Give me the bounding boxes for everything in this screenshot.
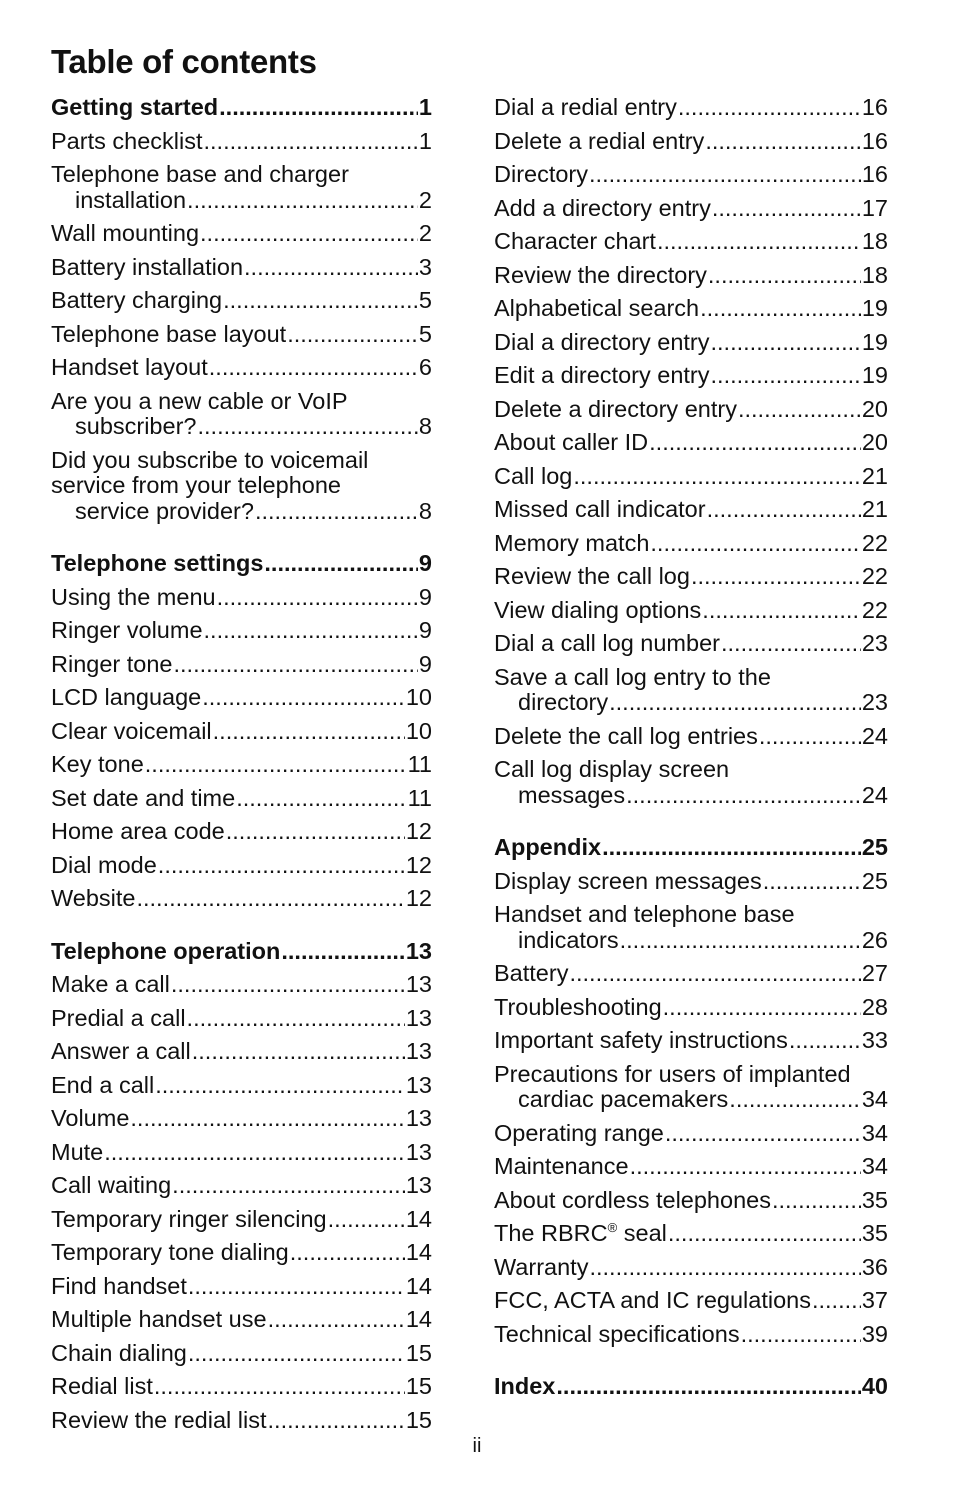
toc-page-number: 26 — [861, 927, 888, 953]
toc-entry-label: Dial a call log number — [494, 631, 720, 656]
toc-page-number: 9 — [418, 618, 432, 643]
toc-entry-label: Answer a call — [51, 1039, 191, 1064]
toc-page-number: 16 — [861, 162, 888, 187]
toc-entry-label: Alphabetical search — [494, 296, 700, 321]
toc-entry[interactable] — [51, 652, 432, 678]
toc-entry[interactable] — [494, 330, 888, 356]
toc-page-number: 19 — [861, 296, 888, 321]
toc-entry-label: Key tone — [51, 752, 144, 777]
toc-page-number: 9 — [418, 651, 432, 677]
toc-page-number: 13 — [405, 972, 432, 997]
toc-page-number: 1 — [418, 95, 432, 120]
toc-page-number: 34 — [861, 1087, 888, 1112]
dot-leader — [255, 499, 418, 525]
dot-leader — [738, 397, 861, 423]
dot-leader — [244, 255, 418, 281]
toc-entry-label: Troubleshooting — [494, 994, 662, 1020]
toc-page-number: 34 — [861, 1154, 888, 1179]
toc-page-number: 5 — [418, 288, 432, 313]
registered-mark: ® — [607, 1221, 618, 1235]
toc-entry[interactable] — [51, 1039, 432, 1065]
dot-leader — [705, 129, 861, 155]
toc-entry[interactable] — [51, 618, 432, 644]
dot-leader — [665, 1121, 861, 1147]
toc-right-column — [494, 93, 888, 1400]
dot-leader — [226, 819, 405, 845]
toc-entry[interactable] — [51, 389, 432, 440]
toc-entry[interactable] — [51, 786, 432, 812]
dot-leader — [650, 531, 860, 557]
toc-entry-label: Redial list — [51, 1374, 153, 1399]
toc-entry[interactable] — [494, 95, 888, 121]
toc-entry-label: Multiple handset use — [51, 1307, 267, 1332]
toc-entry-label: Delete a redial entry — [494, 128, 705, 154]
toc-entry[interactable] — [51, 322, 432, 348]
toc-entry-label: installation — [75, 187, 187, 213]
toc-entry-label: Wall mounting — [51, 221, 200, 246]
toc-entry[interactable] — [51, 886, 432, 912]
toc-page-number: 9 — [418, 551, 432, 576]
toc-page-number: 13 — [405, 1106, 432, 1131]
dot-leader — [702, 598, 861, 624]
dot-leader — [620, 928, 861, 954]
toc-entry[interactable] — [494, 564, 888, 590]
toc-page-number: 22 — [861, 597, 888, 623]
dot-leader — [281, 939, 405, 965]
dot-leader — [197, 414, 417, 440]
toc-page-number: 20 — [861, 430, 888, 455]
dot-leader — [217, 585, 418, 611]
toc-entry[interactable] — [51, 685, 432, 711]
toc-page-number: 27 — [861, 961, 888, 986]
toc-entry-label: Important safety instructions — [494, 1028, 788, 1053]
toc-page-number: 35 — [861, 1187, 888, 1213]
toc-entry[interactable] — [494, 724, 888, 750]
dot-leader — [589, 162, 861, 188]
toc-entry-label: Directory — [494, 162, 589, 187]
toc-section-getting-started[interactable] — [51, 95, 432, 121]
toc-entry[interactable] — [51, 819, 432, 845]
dot-leader — [188, 1274, 405, 1300]
toc-entry-label: Review the directory — [494, 262, 707, 288]
toc-page-number: 11 — [407, 785, 432, 811]
toc-entry[interactable] — [51, 719, 432, 745]
dot-leader — [187, 1006, 405, 1032]
toc-section-telephone-settings[interactable] — [51, 551, 432, 577]
dot-leader — [663, 995, 861, 1021]
dot-leader — [711, 363, 861, 389]
toc-entry[interactable] — [51, 1140, 432, 1166]
toc-entry-line: Did you subscribe to voicemail — [51, 446, 369, 473]
toc-page-number: 21 — [861, 463, 888, 489]
toc-entry-label: Ringer volume — [51, 618, 203, 643]
toc-entry-label-text: The RBRC — [494, 1221, 608, 1246]
toc-entry-line: Save a call log entry to the — [494, 663, 771, 690]
dot-leader — [602, 835, 861, 861]
toc-entry[interactable] — [51, 255, 432, 281]
toc-entry[interactable] — [51, 1073, 432, 1099]
toc-entry-label: Telephone operation — [51, 938, 281, 964]
toc-entry[interactable] — [51, 162, 432, 213]
toc-entry-label: Battery charging — [51, 288, 223, 313]
toc-page-number: 14 — [405, 1240, 432, 1265]
toc-page-number: 16 — [861, 95, 888, 120]
toc-page-number: 19 — [861, 363, 888, 388]
toc-entry[interactable] — [494, 1221, 888, 1247]
dot-leader — [172, 1173, 405, 1199]
dot-leader — [649, 430, 861, 456]
toc-page-number: 3 — [418, 254, 432, 280]
toc-page-number: 13 — [405, 1173, 432, 1198]
toc-page-number: 9 — [418, 584, 432, 610]
dot-leader — [729, 1087, 861, 1113]
dot-leader — [589, 1255, 860, 1281]
toc-page-number: 24 — [861, 723, 888, 749]
dot-leader — [219, 95, 418, 121]
dot-leader — [789, 1028, 861, 1054]
toc-entry-label: subscriber? — [75, 414, 197, 439]
toc-page-number: 40 — [861, 1374, 888, 1399]
toc-entry-line: service from your telephone — [51, 472, 341, 498]
toc-entry-label: Clear voicemail — [51, 718, 212, 744]
toc-entry[interactable] — [51, 1006, 432, 1032]
toc-entry-label: Predial a call — [51, 1005, 186, 1031]
toc-page-number: 23 — [861, 690, 888, 715]
toc-entry-label: Handset layout — [51, 355, 208, 380]
toc-entry[interactable] — [51, 1374, 432, 1400]
toc-entry-label: End a call — [51, 1072, 155, 1098]
dot-leader — [136, 886, 404, 912]
toc-entry-label: Display screen messages — [494, 868, 762, 894]
dot-leader — [192, 1039, 405, 1065]
toc-page-number: 39 — [861, 1321, 888, 1347]
toc-entry-label-suffix: seal — [617, 1221, 667, 1246]
toc-entry[interactable] — [494, 995, 888, 1021]
toc-entry-label: Using the menu — [51, 584, 216, 610]
toc-page-number: 22 — [861, 564, 888, 589]
toc-entry-label: Set date and time — [51, 785, 236, 811]
dot-leader — [763, 869, 861, 895]
toc-entry[interactable] — [494, 631, 888, 657]
toc-entry-label: Make a call — [51, 972, 170, 997]
toc-entry-line: Precautions for users of implanted — [494, 1060, 851, 1087]
toc-page-number: 8 — [418, 414, 432, 439]
toc-page-number: 2 — [418, 187, 432, 213]
toc-entry[interactable] — [494, 229, 888, 255]
toc-page-number: 20 — [861, 396, 888, 422]
toc-page-number: 8 — [418, 498, 432, 524]
toc-page-number: 12 — [405, 819, 432, 844]
dot-leader — [721, 631, 861, 657]
toc-page-number: 24 — [861, 782, 888, 808]
toc-entry-line: Telephone base and charger — [51, 161, 349, 187]
toc-entry[interactable] — [494, 1255, 888, 1281]
toc-entry-label: Call waiting — [51, 1173, 172, 1198]
toc-entry[interactable] — [494, 902, 888, 953]
dot-leader — [569, 961, 860, 987]
toc-entry[interactable] — [51, 288, 432, 314]
toc-entry-line: Handset and telephone base — [494, 901, 795, 927]
toc-entry[interactable] — [494, 1028, 888, 1054]
toc-entry-label: Telephone settings — [51, 551, 264, 576]
toc-entry-label: Appendix — [494, 835, 602, 860]
dot-leader — [174, 652, 418, 678]
dot-leader — [130, 1106, 404, 1132]
toc-entry-label — [494, 1221, 667, 1247]
dot-leader — [630, 1154, 861, 1180]
toc-page-number: 34 — [861, 1120, 888, 1146]
toc-entry[interactable] — [51, 1274, 432, 1300]
toc-page-number: 13 — [405, 1039, 432, 1064]
toc-page-number: 13 — [405, 1005, 432, 1031]
dot-leader — [200, 221, 418, 247]
toc-entry-label: Character chart — [494, 229, 656, 254]
toc-entry-label: Dial mode — [51, 852, 157, 878]
toc-entry[interactable] — [494, 263, 888, 289]
toc-entry[interactable] — [494, 430, 888, 456]
page-number: ii — [472, 1435, 482, 1457]
toc-entry[interactable] — [51, 1307, 432, 1333]
toc-entry[interactable] — [494, 869, 888, 895]
toc-entry-label: LCD language — [51, 685, 202, 710]
toc-entry[interactable] — [494, 757, 888, 808]
toc-section-index[interactable] — [494, 1374, 888, 1400]
dot-leader — [213, 719, 405, 745]
dot-leader — [678, 95, 861, 121]
dot-leader — [204, 129, 418, 155]
toc-entry[interactable] — [494, 531, 888, 557]
toc-entry[interactable] — [494, 1188, 888, 1214]
toc-entry-label: Delete the call log entries — [494, 723, 758, 749]
dot-leader — [236, 786, 406, 812]
dot-leader — [708, 263, 861, 289]
toc-entry-label: Website — [51, 886, 136, 911]
toc-entry-label: Find handset — [51, 1273, 187, 1299]
toc-entry[interactable] — [51, 585, 432, 611]
toc-left-column — [51, 93, 432, 1433]
dot-leader — [209, 355, 418, 381]
dot-leader — [154, 1374, 405, 1400]
toc-page-number: 15 — [405, 1407, 432, 1433]
toc-section-telephone-operation[interactable] — [51, 939, 432, 965]
toc-entry-label: Review the call log — [494, 564, 690, 589]
dot-leader — [155, 1073, 405, 1099]
toc-entry-label: Maintenance — [494, 1154, 629, 1179]
toc-page-number: 2 — [418, 221, 432, 246]
dot-leader — [204, 618, 418, 644]
toc-page-number: 21 — [861, 497, 888, 522]
toc-page-number: 14 — [405, 1206, 432, 1232]
toc-entry[interactable] — [51, 1408, 432, 1434]
toc-page-number: 18 — [861, 229, 888, 254]
dot-leader — [268, 1307, 405, 1333]
toc-entry-label: FCC, ACTA and IC regulations — [494, 1288, 811, 1313]
toc-entry-label: Home area code — [51, 819, 225, 844]
dot-leader — [812, 1288, 861, 1314]
toc-entry-label: indicators — [518, 927, 619, 953]
dot-leader — [223, 288, 418, 314]
toc-page-number: 37 — [861, 1288, 888, 1313]
dot-leader — [187, 188, 418, 214]
toc-page-number: 35 — [861, 1221, 888, 1246]
dot-leader — [264, 551, 418, 577]
toc-page-number: 13 — [405, 938, 432, 964]
toc-entry-label: Delete a directory entry — [494, 396, 737, 422]
dot-leader — [741, 1322, 861, 1348]
toc-page-number: 12 — [405, 852, 432, 878]
toc-page-number: 6 — [418, 355, 432, 380]
toc-entry-label: Battery — [494, 961, 569, 986]
toc-entry-label: Dial a redial entry — [494, 95, 677, 120]
toc-entry[interactable] — [494, 598, 888, 624]
toc-section-appendix[interactable] — [494, 835, 888, 861]
toc-entry-label: Dial a directory entry — [494, 329, 710, 355]
dot-leader — [556, 1374, 860, 1400]
toc-entry[interactable] — [51, 972, 432, 998]
toc-page-number: 13 — [405, 1139, 432, 1165]
dot-leader — [772, 1188, 861, 1214]
toc-entry-label: Call log — [494, 463, 573, 489]
dot-leader — [202, 685, 405, 711]
dot-leader — [188, 1341, 405, 1367]
toc-entry-label: Temporary tone dialing — [51, 1240, 289, 1265]
toc-page-number: 33 — [861, 1028, 888, 1053]
toc-page-number: 23 — [861, 631, 888, 656]
toc-entry[interactable] — [51, 1207, 432, 1233]
toc-entry[interactable] — [51, 1173, 432, 1199]
toc-entry[interactable] — [494, 397, 888, 423]
dot-leader — [171, 972, 405, 998]
toc-page-number: 36 — [861, 1254, 888, 1280]
toc-entry-label: Review the redial list — [51, 1407, 267, 1433]
dot-leader — [609, 690, 861, 716]
dot-leader — [328, 1207, 405, 1233]
toc-entry-label: Chain dialing — [51, 1340, 187, 1366]
toc-page-number: 17 — [861, 195, 888, 221]
toc-entry-label: View dialing options — [494, 597, 702, 623]
dot-leader — [145, 752, 407, 778]
dot-leader — [657, 229, 861, 255]
toc-entry-line: Call log display screen — [494, 756, 730, 782]
toc-page-number: 16 — [861, 128, 888, 154]
toc-entry-label: Technical specifications — [494, 1321, 740, 1347]
toc-entry[interactable] — [494, 1322, 888, 1348]
dot-leader — [573, 464, 860, 490]
dot-leader — [700, 296, 861, 322]
toc-page-number: 19 — [861, 329, 888, 355]
dot-leader — [287, 322, 418, 348]
dot-leader — [691, 564, 861, 590]
toc-page-number: 10 — [405, 685, 432, 710]
dot-leader — [759, 724, 861, 750]
toc-entry-label: Getting started — [51, 95, 219, 120]
toc-entry[interactable] — [494, 1288, 888, 1314]
toc-entry[interactable] — [494, 1154, 888, 1180]
toc-entry-label: Operating range — [494, 1120, 664, 1146]
toc-entry-label: About cordless telephones — [494, 1187, 771, 1213]
toc-page-number: 11 — [407, 752, 432, 777]
toc-page-number: 14 — [405, 1273, 432, 1299]
toc-entry-label: Parts checklist — [51, 128, 203, 154]
toc-entry[interactable] — [494, 196, 888, 222]
toc-entry[interactable] — [51, 129, 432, 155]
toc-entry[interactable] — [51, 1341, 432, 1367]
toc-entry[interactable] — [494, 296, 888, 322]
toc-entry[interactable] — [51, 853, 432, 879]
toc-entry-label: Memory match — [494, 530, 650, 556]
toc-page-number: 25 — [861, 868, 888, 894]
toc-page-number: 15 — [405, 1374, 432, 1399]
toc-page-number: 22 — [861, 530, 888, 556]
toc-entry-label: Telephone base layout — [51, 321, 287, 347]
toc-page-number: 14 — [405, 1307, 432, 1332]
dot-leader — [668, 1221, 861, 1247]
toc-page-number: 1 — [418, 128, 432, 154]
dot-leader — [104, 1140, 405, 1166]
toc-page-number: 12 — [405, 886, 432, 911]
toc-page-number: 10 — [405, 718, 432, 744]
toc-entry[interactable] — [494, 363, 888, 389]
toc-entry[interactable] — [51, 1240, 432, 1266]
toc-entry-label: Mute — [51, 1139, 104, 1165]
toc-entry[interactable] — [51, 221, 432, 247]
toc-entry-label: Edit a directory entry — [494, 363, 710, 388]
toc-page-number: 13 — [405, 1072, 432, 1098]
toc-page-number: 25 — [861, 835, 888, 860]
dot-leader — [707, 497, 861, 523]
toc-page-number: 5 — [418, 321, 432, 347]
toc-entry[interactable] — [51, 1106, 432, 1132]
toc-entry-label: Volume — [51, 1106, 130, 1131]
toc-entry[interactable] — [494, 1062, 888, 1113]
toc-page-number: 15 — [405, 1340, 432, 1366]
dot-leader — [158, 853, 405, 879]
dot-leader — [290, 1240, 405, 1266]
toc-entry-label: Temporary ringer silencing — [51, 1206, 327, 1232]
toc-entry[interactable] — [494, 665, 888, 716]
toc-entry-line: Are you a new cable or VoIP — [51, 387, 348, 414]
dot-leader — [711, 330, 861, 356]
toc-entry-label: directory — [518, 690, 609, 715]
toc-entry-label: Add a directory entry — [494, 195, 711, 221]
toc-entry[interactable] — [51, 355, 432, 381]
toc-entry-label: Index — [494, 1374, 556, 1399]
toc-page-number: 28 — [861, 994, 888, 1020]
toc-entry-label: cardiac pacemakers — [518, 1087, 729, 1112]
toc-entry[interactable] — [494, 129, 888, 155]
toc-entry-label: About caller ID — [494, 430, 649, 455]
toc-entry[interactable] — [494, 162, 888, 188]
dot-leader — [626, 783, 861, 809]
toc-entry[interactable] — [494, 497, 888, 523]
toc-entry[interactable] — [494, 961, 888, 987]
toc-entry-label: Battery installation — [51, 254, 244, 280]
toc-entry[interactable] — [51, 448, 432, 525]
toc-entry[interactable] — [494, 1121, 888, 1147]
toc-entry-label: Missed call indicator — [494, 497, 706, 522]
toc-entry[interactable] — [51, 752, 432, 778]
toc-entry-label: Ringer tone — [51, 651, 173, 677]
toc-entry-label: Warranty — [494, 1254, 589, 1280]
dot-leader — [268, 1408, 405, 1434]
toc-page-number: 18 — [861, 262, 888, 288]
toc-entry-label: messages — [518, 782, 626, 808]
page-title: Table of contents — [51, 43, 317, 80]
toc-entry-label: service provider? — [75, 498, 254, 524]
toc-entry[interactable] — [494, 464, 888, 490]
dot-leader — [712, 196, 861, 222]
